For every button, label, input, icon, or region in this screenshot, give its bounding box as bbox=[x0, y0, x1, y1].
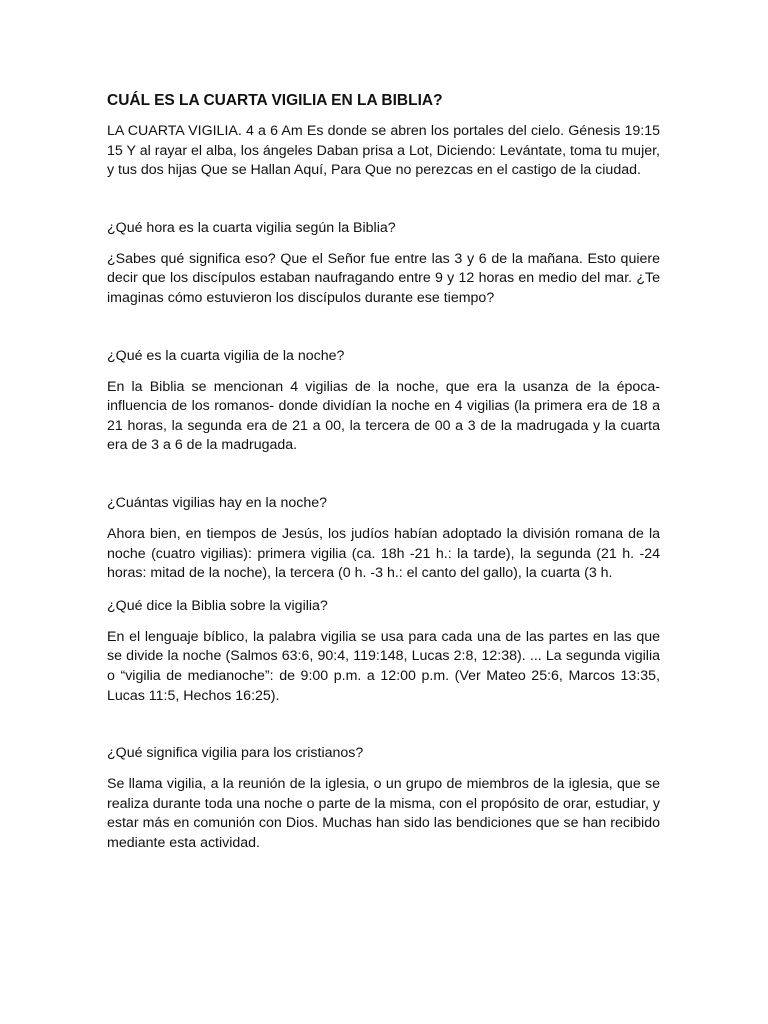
section-2-answer: En la Biblia se mencionan 4 vigilias de la noche, que era la usanza de la época-influencia de los romanos- donde dividían la noche en 4 vigilias (la primera era de 18 a 21 horas, la segunda era de 21 a 00, la tercera de 00 a 3 de la madrugada y la cuarta era de 3 a 6 de la madrugada. bbox=[107, 378, 660, 454]
intro-paragraph: LA CUARTA VIGILIA. 4 a 6 Am Es donde se abren los portales del cielo. Génesis 19:15 15 Y al rayar el alba, los ángeles Daban prisa a Lot, Diciendo: Levántate, toma tu mujer, y tus dos hijas Que se Hallan Aquí, Para Que no perezcas en el castigo de la ciudad. bbox=[107, 123, 660, 179]
section-4-answer: En el lenguaje bíblico, la palabra vigilia se usa para cada una de las partes en las que se divide la noche (Salmos 63:6, 90:4, 119:148, Lucas 2:8, 12:38). ... La segunda vigilia o “vigilia de medianoche”: de 9:00 p.m. a 12:00 p.m. (Ver Mateo 25:6, Marcos 13:35, Lucas 11:5, Hechos 16:25). bbox=[107, 628, 660, 704]
document-content bbox=[107, 90, 660, 853]
section-3-question: ¿Cuántas vigilias hay en la noche? bbox=[107, 494, 328, 511]
section-3-answer: Ahora bien, en tiempos de Jesús, los judíos habían adoptado la división romana de la noche (cuatro vigilias): primera vigilia (ca. 18h -21 h.: la tarde), la segunda (21 h. -24 horas: mitad de la noche), la tercera (0 h. -3 h.: el canto del gallo), la cuarta (3 h. bbox=[107, 525, 660, 582]
section-2-question: ¿Qué es la cuarta vigilia de la noche? bbox=[107, 347, 345, 364]
section-5-answer: Se llama vigilia, a la reunión de la iglesia, o un grupo de miembros de la iglesia, que se realiza durante toda una noche o parte de la misma, con el propósito de orar, estudiar, y estar más en comunión con Dios. Muchas han sido las bendiciones que se han recibido mediante esta actividad. bbox=[107, 776, 660, 851]
section-1-question: ¿Qué hora es la cuarta vigilia según la Biblia? bbox=[107, 219, 396, 236]
section-4-question: ¿Qué dice la Biblia sobre la vigilia? bbox=[107, 597, 328, 614]
page-title: CUÁL ES LA CUARTA VIGILIA EN LA BIBLIA? bbox=[107, 92, 443, 109]
section-5-question: ¿Qué significa vigilia para los cristianos? bbox=[107, 745, 364, 762]
section-1-answer: ¿Sabes qué significa eso? Que el Señor fue entre las 3 y 6 de la mañana. Esto quiere decir que los discípulos estaban naufragando entre 9 y 12 horas en medio del mar. ¿Te imaginas cómo estuvieron los discípulos durante ese tiempo? bbox=[107, 250, 660, 306]
